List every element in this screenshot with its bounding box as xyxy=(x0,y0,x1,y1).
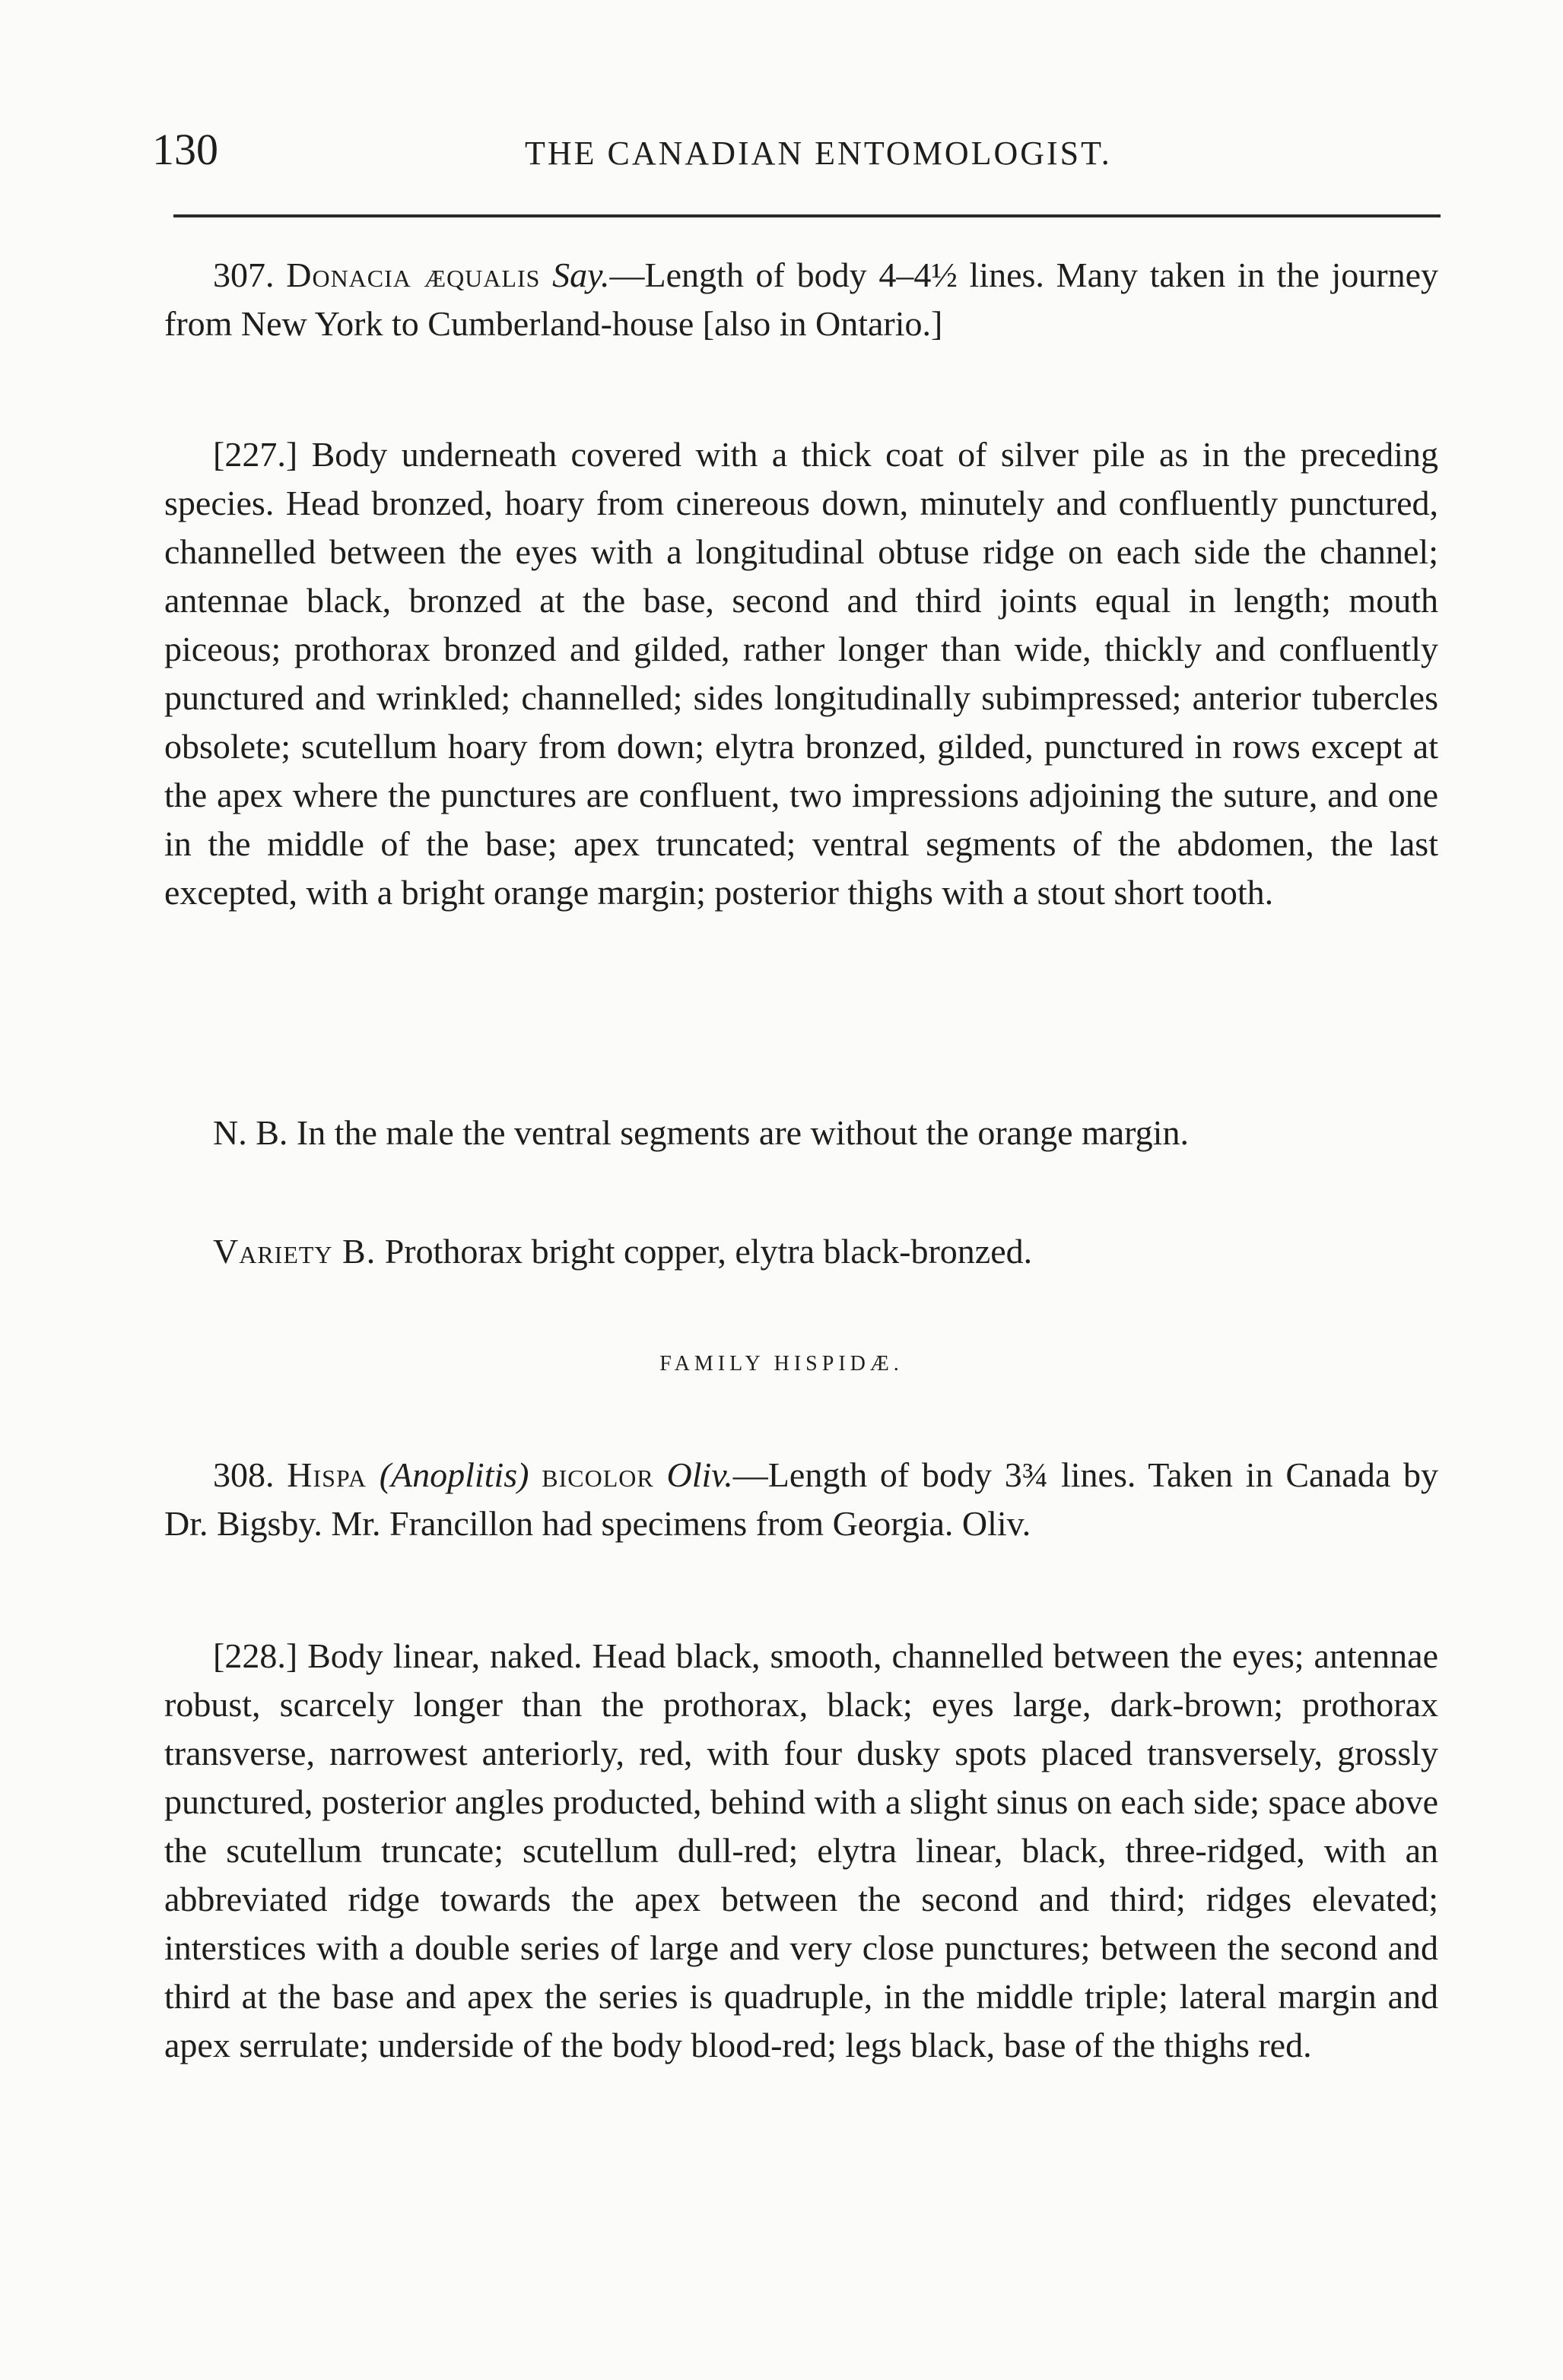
entry-307-text: —Length of body 4–4½ lines. Many taken in the journey from New York to Cumberland-house [also in Ontario.] xyxy=(164,255,1439,343)
entry-308-authority: Oliv. xyxy=(666,1455,733,1494)
entry-307-number: 307. xyxy=(213,255,275,294)
description-228-paragraph: [228.] Body linear, naked. Head black, smooth, channelled between the eyes; antennae robust, scarcely longer than the prothorax, black; eyes large, dark-brown; prothorax transverse, narrowest anteriorly, red, with four dusky spots placed transversely, grossly punctured, posterior angles producted, behind with a slight sinus on each side; space above the scutellum truncate; scutellum dull-red; elytra linear, black, three-ridged, with an abbreviated ridge towards the apex between the second and third; ridges elevated; interstices with a double series of large and very close punctures; between the second and third at the base and apex the series is quadruple, in the middle triple; lateral margin and apex serrulate; underside of the body blood-red; legs black, base of the thighs red. xyxy=(164,1636,1438,2064)
description-228 xyxy=(164,1632,1438,2070)
variety-b-paragraph xyxy=(164,1227,1438,1276)
entry-307-species: Donacia æqualis xyxy=(286,255,541,294)
family-heading: FAMILY HISPIDÆ. xyxy=(659,1352,904,1376)
description-227 xyxy=(164,430,1438,917)
running-title: THE CANADIAN ENTOMOLOGIST. xyxy=(525,135,1112,172)
note-nb xyxy=(164,1109,1438,1157)
header-rule xyxy=(173,214,1441,217)
entry-308-genus: Hispa xyxy=(287,1455,367,1494)
variety-b xyxy=(164,1227,1438,1276)
entry-308-paragraph xyxy=(164,1451,1438,1548)
entry-308-subgenus: (Anoplitis) xyxy=(379,1455,529,1494)
entry-307 xyxy=(164,251,1438,348)
entry-308-number: 308. xyxy=(213,1455,275,1494)
page-number: 130 xyxy=(152,125,218,174)
entry-308 xyxy=(164,1451,1438,1548)
entry-307-paragraph xyxy=(164,251,1438,348)
variety-b-label: Variety B. xyxy=(213,1232,376,1271)
variety-b-text: Prothorax bright copper, elytra black-bronzed. xyxy=(384,1232,1033,1271)
description-227-paragraph: [227.] Body underneath covered with a thick coat of silver pile as in the preceding species. Head bronzed, hoary from cinereous down, minutely and confluently punctured, channelled between the eyes with a longitudinal obtuse ridge on each side the channel; antennae black, bronzed at the base, second and third joints equal in length; mouth piceous; prothorax bronzed and gilded, rather longer than wide, thickly and confluently punctured and wrinkled; channelled; sides longitudinally subimpressed; anterior tubercles obsolete; scutellum hoary from down; elytra bronzed, gilded, punctured in rows except at the apex where the punctures are confluent, two impressions adjoining the suture, and one in the middle of the base; apex truncated; ventral segments of the abdomen, the last excepted, with a bright orange margin; posterior thighs with a stout short tooth. xyxy=(164,435,1438,912)
note-nb-paragraph: N. B. In the male the ventral segments are without the orange margin. xyxy=(213,1113,1189,1152)
entry-308-text: —Length of body 3¾ lines. Taken in Canada by Dr. Bigsby. Mr. Francillon had specimens from Georgia. Oliv. xyxy=(164,1455,1439,1543)
page-header xyxy=(0,125,1563,189)
entry-308-species: bicolor xyxy=(542,1455,654,1494)
entry-307-authority: Say. xyxy=(552,255,610,294)
